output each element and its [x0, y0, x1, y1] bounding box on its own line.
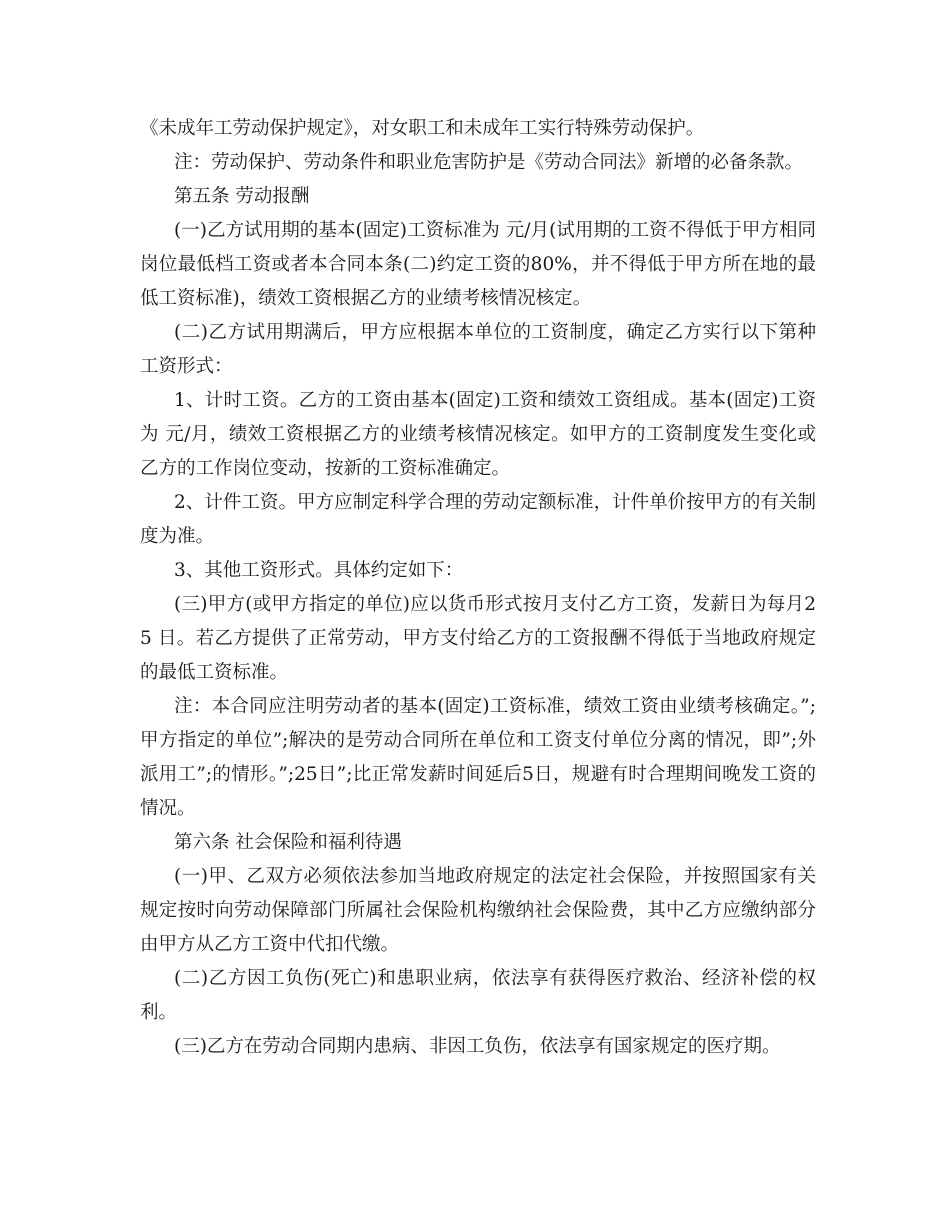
paragraph-payment: (三)甲方(或甲方指定的单位)应以货币形式按月支付乙方工资，发薪日为每月25 日。若乙方提供了正常劳动，甲方支付给乙方的工资报酬不得低于当地政府规定的最低工资标准。	[140, 594, 816, 683]
paragraph-piece-wage: 2、计件工资。甲方应制定科学合理的劳动定额标准，计件单价按甲方的有关制度为准。	[140, 492, 816, 547]
paragraph-post-probation-wage: (二)乙方试用期满后，甲方应根据本单位的工资制度，确定乙方实行以下第种工资形式：	[140, 322, 816, 377]
paragraph-note-labor-protection: 注：劳动保护、劳动条件和职业危害防护是《劳动合同法》新增的必备条款。	[174, 152, 804, 173]
paragraph-probation-wage: (一)乙方试用期的基本(固定)工资标准为 元/月(试用期的工资不得低于甲方相同岗位最低档工资或者本合同本条(二)约定工资的80%，并不得低于甲方所在地的最低工资标准)，绩效工资根据乙方的业绩考核情况核定。	[140, 220, 816, 309]
document-page	[140, 112, 816, 1064]
paragraph-other-wage: 3、其他工资形式。具体约定如下：	[174, 560, 464, 581]
paragraph-time-wage: 1、计时工资。乙方的工资由基本(固定)工资和绩效工资组成。基本(固定)工资为 元/月，绩效工资根据乙方的业绩考核情况核定。如甲方的工资制度发生变化或乙方的工作岗位变动，按新的工资标准确定。	[140, 390, 816, 479]
paragraph-note-wage: 注：本合同应注明劳动者的基本(固定)工资标准，绩效工资由业绩考核确定。”;甲方指定的单位”;解决的是劳动合同所在单位和工资支付单位分离的情况，即”;外派用工”;的情形。”;25日”;比正常发薪时间延后5日，规避有时合理期间晚发工资的情况。	[140, 696, 816, 819]
paragraph-social-insurance: (一)甲、乙双方必须依法参加当地政府规定的法定社会保险，并按照国家有关规定按时向劳动保障部门所属社会保险机构缴纳社会保险费，其中乙方应缴纳部分由甲方从乙方工资中代扣代缴。	[140, 866, 816, 955]
paragraph-medical-period: (三)乙方在劳动合同期内患病、非因工负伤，依法享有国家规定的医疗期。	[174, 1036, 781, 1057]
article-6-heading: 第六条 社会保险和福利待遇	[174, 832, 402, 853]
article-5-heading: 第五条 劳动报酬	[174, 186, 310, 207]
paragraph-work-injury: (二)乙方因工负伤(死亡)和患职业病，依法享有获得医疗救治、经济补偿的权利。	[140, 968, 816, 1023]
paragraph-continuation: 《未成年工劳动保护规定》，对女职工和未成年工实行特殊劳动保护。	[140, 118, 705, 139]
